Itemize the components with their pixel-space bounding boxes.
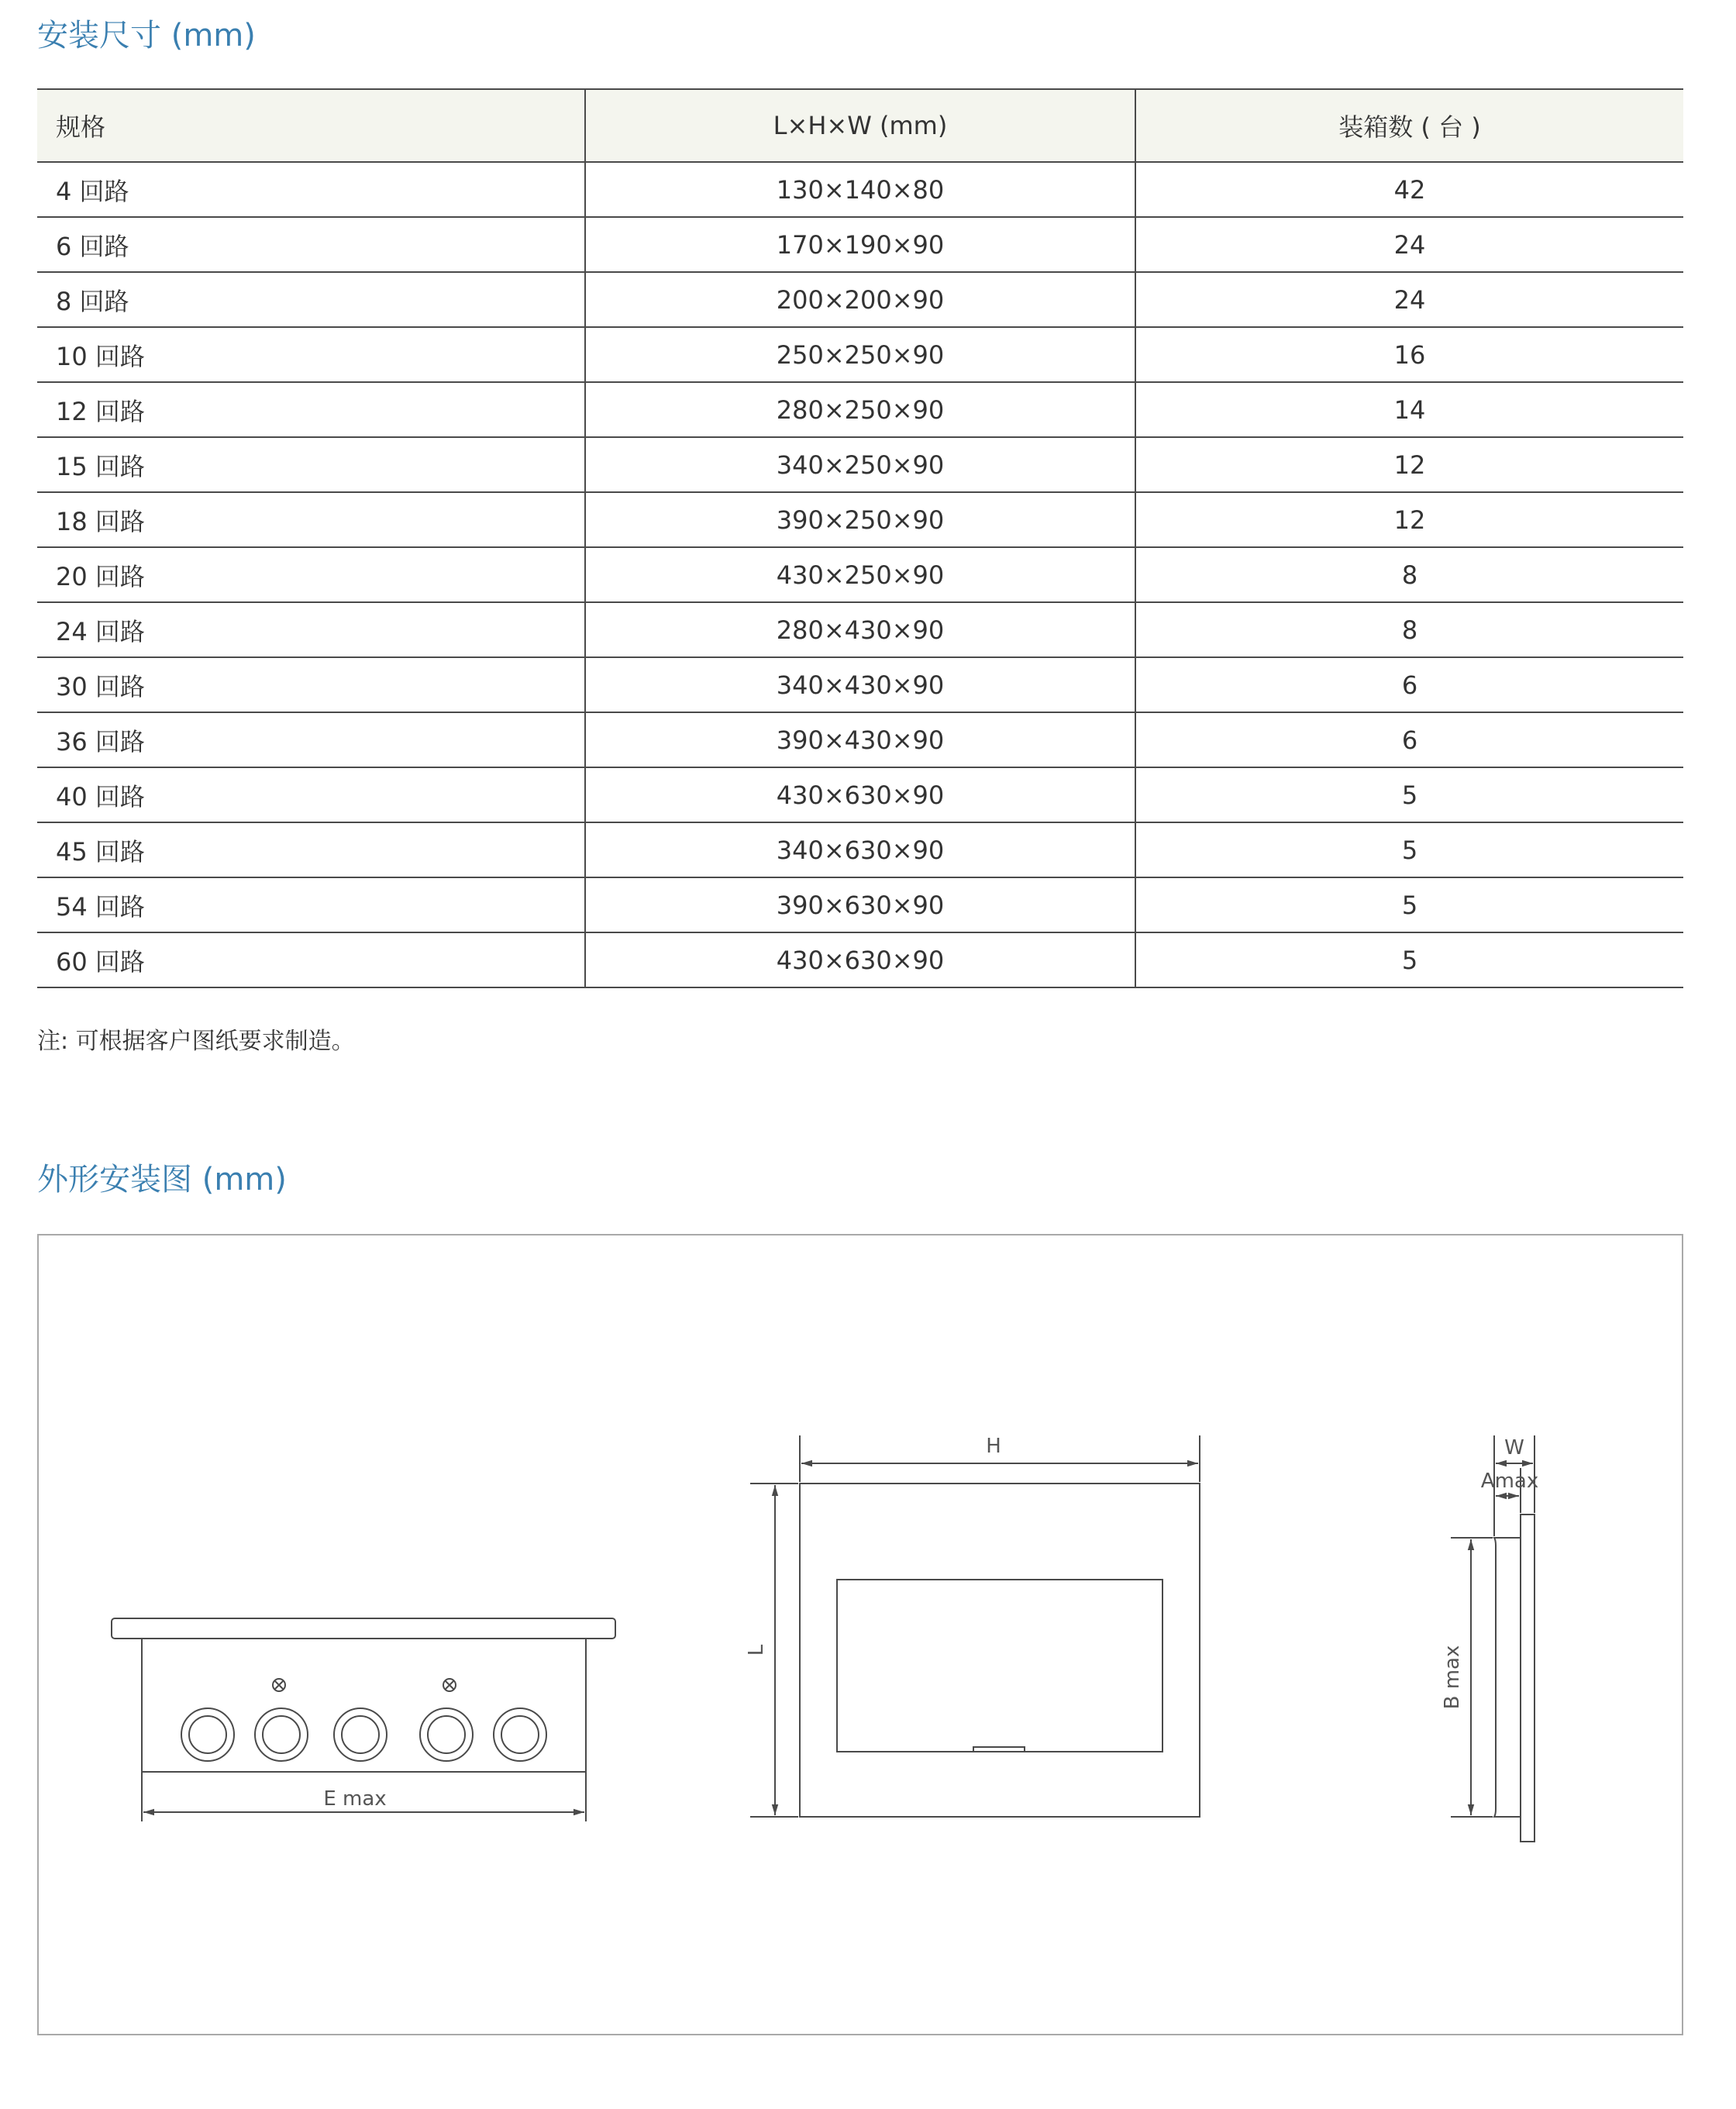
table-row bbox=[37, 712, 1683, 767]
cell-pack-qty: 5 bbox=[1135, 932, 1683, 987]
table-row bbox=[37, 657, 1683, 712]
cell-pack-qty: 16 bbox=[1135, 327, 1683, 382]
cell-spec: 40 回路 bbox=[37, 767, 585, 822]
cell-spec: 4 回路 bbox=[37, 162, 585, 217]
outline-drawing bbox=[39, 1235, 1685, 2037]
table-row bbox=[37, 217, 1683, 272]
screw-icon bbox=[273, 1679, 285, 1691]
h-label: H bbox=[986, 1435, 1001, 1458]
cell-spec: 10 回路 bbox=[37, 327, 585, 382]
cell-pack-qty: 6 bbox=[1135, 712, 1683, 767]
cell-pack-qty: 8 bbox=[1135, 547, 1683, 602]
cell-pack-qty: 12 bbox=[1135, 492, 1683, 547]
e-max-label: E max bbox=[323, 1787, 387, 1811]
cell-spec: 54 回路 bbox=[37, 877, 585, 932]
table-row bbox=[37, 437, 1683, 492]
bottom-view-body bbox=[142, 1639, 586, 1772]
w-label: W bbox=[1504, 1436, 1524, 1459]
table-row bbox=[37, 602, 1683, 657]
cell-pack-qty: 24 bbox=[1135, 272, 1683, 327]
cell-pack-qty: 5 bbox=[1135, 767, 1683, 822]
side-view-body bbox=[1494, 1538, 1521, 1817]
cell-dimensions: 390×630×90 bbox=[585, 877, 1135, 932]
table-row bbox=[37, 877, 1683, 932]
side-view bbox=[1441, 1435, 1538, 1842]
cell-spec: 15 回路 bbox=[37, 437, 585, 492]
cell-spec: 30 回路 bbox=[37, 657, 585, 712]
cell-dimensions: 340×630×90 bbox=[585, 822, 1135, 877]
cell-spec: 12 回路 bbox=[37, 382, 585, 437]
cell-pack-qty: 14 bbox=[1135, 382, 1683, 437]
cell-dimensions: 280×430×90 bbox=[585, 602, 1135, 657]
cell-dimensions: 430×630×90 bbox=[585, 767, 1135, 822]
header-dimensions: L×H×W (mm) bbox=[585, 89, 1135, 162]
table-row bbox=[37, 162, 1683, 217]
cell-pack-qty: 42 bbox=[1135, 162, 1683, 217]
l-label: L bbox=[745, 1644, 768, 1656]
cell-spec: 60 回路 bbox=[37, 932, 585, 987]
cell-dimensions: 280×250×90 bbox=[585, 382, 1135, 437]
cell-dimensions: 200×200×90 bbox=[585, 272, 1135, 327]
cell-pack-qty: 5 bbox=[1135, 822, 1683, 877]
cell-spec: 45 回路 bbox=[37, 822, 585, 877]
cell-dimensions: 430×250×90 bbox=[585, 547, 1135, 602]
cell-pack-qty: 8 bbox=[1135, 602, 1683, 657]
outline-drawing-title: 外形安装图 (mm) bbox=[37, 1162, 287, 1198]
table-row bbox=[37, 932, 1683, 987]
b-max-label: B max bbox=[1441, 1645, 1464, 1710]
cell-spec: 6 回路 bbox=[37, 217, 585, 272]
install-dimensions-title: 安装尺寸 (mm) bbox=[37, 18, 256, 53]
header-pack-qty: 装箱数 ( 台 ) bbox=[1135, 89, 1683, 162]
table-row bbox=[37, 822, 1683, 877]
screw-icon bbox=[443, 1679, 456, 1691]
table-header-row bbox=[37, 89, 1683, 162]
cell-spec: 8 回路 bbox=[37, 272, 585, 327]
cell-pack-qty: 6 bbox=[1135, 657, 1683, 712]
cell-dimensions: 430×630×90 bbox=[585, 932, 1135, 987]
outline-drawing-frame bbox=[37, 1234, 1683, 2035]
cell-spec: 18 回路 bbox=[37, 492, 585, 547]
front-view-outline bbox=[800, 1484, 1200, 1817]
dimensions-table bbox=[37, 88, 1683, 988]
bottom-view-flange bbox=[112, 1618, 615, 1639]
front-view-window bbox=[837, 1580, 1162, 1752]
cell-dimensions: 250×250×90 bbox=[585, 327, 1135, 382]
cell-dimensions: 390×430×90 bbox=[585, 712, 1135, 767]
front-view-latch bbox=[973, 1747, 1025, 1752]
table-row bbox=[37, 767, 1683, 822]
table-row bbox=[37, 547, 1683, 602]
cell-dimensions: 130×140×80 bbox=[585, 162, 1135, 217]
table-row bbox=[37, 327, 1683, 382]
front-view bbox=[745, 1435, 1200, 1817]
cell-dimensions: 170×190×90 bbox=[585, 217, 1135, 272]
a-max-label: Amax bbox=[1480, 1470, 1539, 1493]
cell-pack-qty: 12 bbox=[1135, 437, 1683, 492]
cell-pack-qty: 24 bbox=[1135, 217, 1683, 272]
table-note: 注: 可根据客户图纸要求制造。 bbox=[37, 1028, 355, 1055]
knockout-holes bbox=[181, 1708, 546, 1761]
header-spec: 规格 bbox=[37, 89, 585, 162]
side-view-flange bbox=[1521, 1515, 1534, 1842]
table-row bbox=[37, 272, 1683, 327]
table-row bbox=[37, 382, 1683, 437]
bottom-view bbox=[112, 1618, 615, 1821]
cell-dimensions: 340×250×90 bbox=[585, 437, 1135, 492]
cell-pack-qty: 5 bbox=[1135, 877, 1683, 932]
cell-spec: 24 回路 bbox=[37, 602, 585, 657]
cell-spec: 36 回路 bbox=[37, 712, 585, 767]
cell-dimensions: 340×430×90 bbox=[585, 657, 1135, 712]
cell-dimensions: 390×250×90 bbox=[585, 492, 1135, 547]
cell-spec: 20 回路 bbox=[37, 547, 585, 602]
table-row bbox=[37, 492, 1683, 547]
